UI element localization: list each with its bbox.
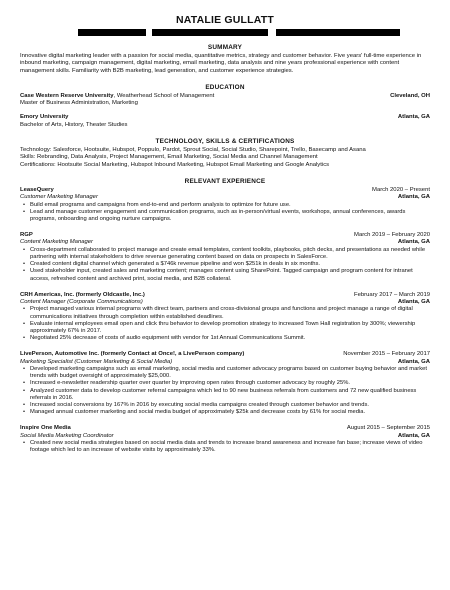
skills-technology: Technology: Salesforce, Hootsuite, Hubspot, Poppulo, Pardot, Sprout Social, Social Studio, Sharepoint, Trello, Basecamp and Asana — [20, 147, 366, 154]
skills-skills: Skills: Rebranding, Data Analysis, Project Management, Email Marketing, Social Media and Channel Management — [20, 154, 318, 161]
school-detail: , Weatherhead School of Management — [113, 92, 215, 99]
candidate-name: NATALIE GULLATT — [175, 14, 275, 26]
school-name: Case Western Reserve University — [20, 92, 114, 99]
job-bullet: • Lead and manage customer engagement and communication programs, such as in-person/virtual events, workshops, annual conferences, awards programs, onboarding and ongoing nurture campaigns. — [30, 209, 430, 223]
job-role: Content Marketing Manager — [20, 239, 94, 246]
job-entry — [20, 232, 430, 283]
job-bullet: • Developed marketing campaigns such as email marketing, social media and customer advocacy programs based on customer buying behavior and market trends with budget oversight of approximately $25,000. — [30, 366, 430, 380]
job-bullets — [20, 202, 430, 224]
job-role: Content Manager (Corporate Communications) — [20, 299, 143, 306]
degree: Bachelor of Arts, History, Theater Studies — [20, 121, 128, 128]
job-entry — [20, 187, 430, 223]
education-entry — [20, 93, 430, 108]
job-bullet: • Increased social conversions by 167% in 2016 by executing social media campaigns created through customer behavior and trends. — [30, 402, 430, 409]
job-bullets — [20, 440, 430, 454]
company-name: LivePerson, Automotive Inc. (formerly Contact at Once!, a LivePerson company) — [20, 351, 245, 358]
job-entry — [20, 351, 430, 416]
summary-text: Innovative digital marketing leader with a passion for social media, quantitative metrics, strategy and customer behavior. Five years' full-time experience in inbound marketing, campaign management, digital marketing, email marketing, data analysis and nine years professional experience with content management skills. Familiarity with B2B marketing, lead generation, and customer experience strategies. — [20, 53, 422, 74]
job-bullet: • Evaluate internal employees email open and click thru behavior to develop promotion strategy to increased Town Hall registration by 300%; viewership approximately 67% in 2017. — [30, 321, 430, 335]
redaction-block — [78, 29, 146, 36]
redacted-contact-bar — [20, 29, 430, 36]
job-dates: March 2019 – February 2020 — [354, 232, 430, 239]
job-bullet: • Cross-department collaborated to project manage and create email templates, content toolkits, playbooks, pitch decks, and presentations as needed while partnering with internal stakeholders to drive revenue generating content based on data on prospects in SalesForce. — [30, 247, 430, 261]
job-location: Atlanta, GA — [397, 239, 430, 246]
section-title-skills: TECHNOLOGY, SKILLS & CERTIFICATIONS — [155, 138, 295, 146]
company-name: RGP — [20, 232, 33, 239]
company-name: Inspire One Media — [20, 425, 71, 432]
job-bullets — [20, 366, 430, 416]
skills-certifications: Certifications: Hootsuite Social Marketing, Hubspot Inbound Marketing, Hubspot Email Marketing and Google Analytics — [20, 161, 330, 168]
company-name: CRH Americas, Inc. (formerly Oldcastle, Inc.) — [20, 291, 145, 298]
redaction-block — [152, 29, 268, 36]
section-title-education: EDUCATION — [205, 83, 245, 91]
job-dates: August 2015 – September 2015 — [346, 425, 430, 432]
job-location: Atlanta, GA — [397, 194, 430, 201]
job-role: Customer Marketing Manager — [20, 194, 98, 201]
education-entry — [20, 114, 430, 129]
job-entry — [20, 292, 430, 343]
school-location: Cleveland, OH — [390, 92, 430, 99]
job-location: Atlanta, GA — [397, 299, 430, 306]
job-bullet: • Used stakeholder input, created sales and marketing content; manages content using SharePoint. Tagged campaign and program content for intranet access, refreshed content and archived print, social media, and B2B collateral. — [30, 268, 430, 282]
job-bullet: • Increased e-newsletter readership quarter over quarter by improving open rates through customer advocacy by roughly 25%. — [30, 380, 430, 387]
school-name: Emory University — [20, 114, 69, 121]
job-entry — [20, 425, 430, 454]
job-bullets — [20, 247, 430, 283]
job-bullets — [20, 306, 430, 342]
company-name: LeaseQuery — [20, 186, 54, 193]
redaction-block — [276, 29, 400, 36]
job-dates: March 2020 – Present — [372, 186, 430, 193]
job-bullet: • Analyzed customer data to develop customer referral campaigns which led to 90 new business referrals from customers and 72 new qualified business referrals in 2016. — [30, 388, 430, 402]
job-bullet: • Project managed various internal programs with direct team, partners and cross-divisional groups and functions and project manage a range of digital communications initiatives through completion within established deadlines. — [30, 306, 430, 320]
job-role: Social Media Marketing Coordinator — [20, 432, 114, 439]
job-dates: November 2015 – February 2017 — [343, 351, 430, 358]
job-location: Atlanta, GA — [397, 432, 430, 439]
job-bullet: • Created content digital channel which generated a $746k revenue pipeline and won $251k in deals in six months. — [30, 261, 430, 268]
job-role: Marketing Specialist (Customer Marketing & Social Media) — [20, 358, 173, 365]
job-bullet: • Managed annual customer marketing and social media budget of approximately $25k and decrease costs by 61% for social media. — [30, 409, 430, 416]
job-bullet: • Build email programs and campaigns from end-to-end and perform analysis to optimize for future use. — [30, 202, 430, 209]
school-location: Atlanta, GA — [397, 114, 430, 121]
section-title-summary: SUMMARY — [207, 44, 243, 51]
job-bullet: • Negotiated 25% decrease of costs of audio equipment with vendor for 1st Annual Communications Summit. — [30, 335, 430, 342]
job-bullet: • Created new social media strategies based on social media data and trends to increase brand awareness and increase fan base; increase views of video footage which led to an increase of website visits by approximately 33%. — [30, 440, 430, 454]
section-title-experience: RELEVANT EXPERIENCE — [184, 177, 266, 185]
job-dates: February 2017 – March 2019 — [354, 291, 430, 298]
degree: Master of Business Administration, Marketing — [20, 100, 138, 107]
job-location: Atlanta, GA — [397, 358, 430, 365]
